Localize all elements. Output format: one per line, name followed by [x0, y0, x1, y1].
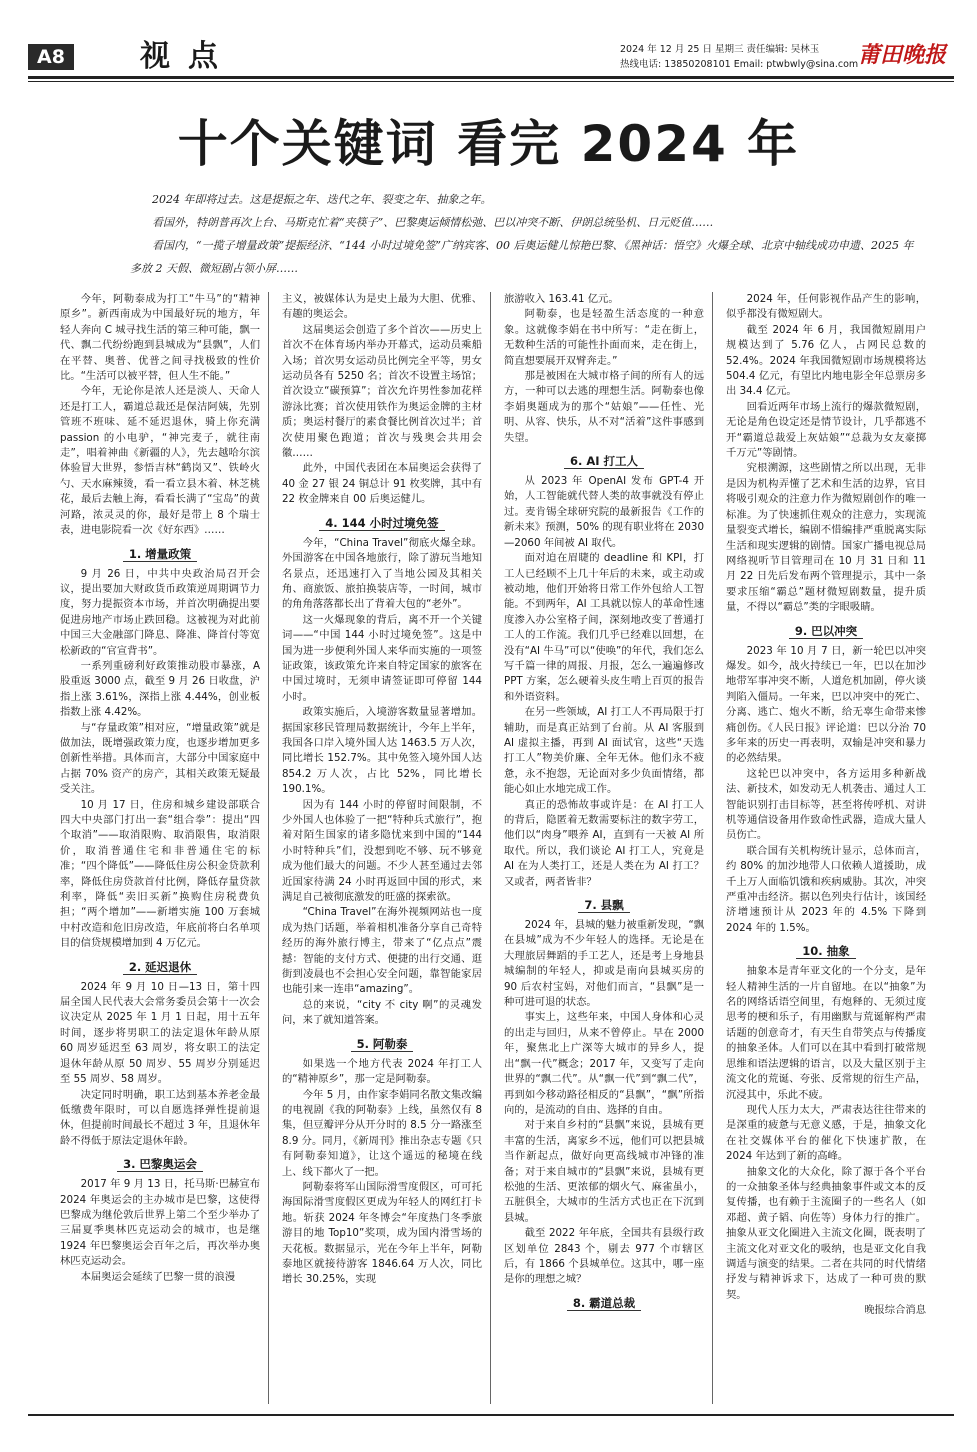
- subheading-text: 9. 巴以冲突: [789, 624, 863, 639]
- masthead-meta: [620, 42, 858, 72]
- article-column-1: [60, 292, 260, 1404]
- header-rule-thin: [28, 81, 954, 82]
- paragraph: 2024 年，任何影视作品产生的影响，似乎都没有微短剧大。: [726, 293, 926, 321]
- subheading-text: 3. 巴黎奥运会: [117, 1157, 203, 1172]
- paragraph: 如果选一个地方代表 2024 年打工人的“精神原乡”，那一定是阿勒泰。: [282, 1057, 482, 1086]
- paragraph: 面对迫在眉睫的 deadline 和 KPI，打工人已经顾不上几十年后的未来，或主动或被动地，他们开始将日常工作外包给人工智能。不到两年，AI 工具就以惊人的革命性速度渗入办公室格子间，深刻地改变了普通打工人的工作流。我们几乎已经难以回想，在没有“AI 牛马”可以“使唤”的年代，我们怎么写千篇一律的周报、月报，怎么一遍遍修改 PPT 方案，怎么硬着头皮生啃上百页的报告和外语资料。: [504, 552, 704, 703]
- paragraph: 抽象本是青年亚文化的一个分支，是年轻人精神生活的一片自留地。在以“抽象”为名的网络话语空间里，有炮释的、无须过度思考的梗和乐子，有用幽默与荒诞解构严肃话题的创意奇才，有天生自带笑点与传播度的抽象圣体。人们可以在其中看到打破常规思维和语法逻辑的语言，以及大量区别于主流文化的荒诞、夸张、反常规的衍生产品，沉浸其中，乐此不疲。: [726, 965, 926, 1101]
- paragraph: 旅游收入 163.41 亿元。: [504, 293, 619, 305]
- paragraph: 今年，无论你是浓人还是淡人、天命人还是打工人，霸道总裁还是保洁阿姨，先别管班不班味、延不延迟退休，骑上你充满 passion 的小电驴，“神完麦子，就往南走”，唱着神曲《新疆的人》，先去越哈尔滨体验冒大世界，参悟吉林“鹤岗又”、铁岭火勺、天水麻辣烫，看一看立县木着、林芝桃花，最后去触上海，看看长满了“宝岛”的黄河路，浓灵灵的你，最好是带上 8 个瑞士表，进电影院看一次《好东西》……: [60, 385, 260, 537]
- subheading-text: 10. 抽象: [796, 944, 855, 959]
- intro-paragraph: 看国外，特朗普再次上台、马斯克忙着“夹筷子”、巴黎奥运倾情松弛、巴以冲突不断、伊朗总统坠机、日元贬值……: [152, 216, 714, 229]
- subheading-text: 2. 延迟退休: [123, 960, 197, 975]
- paragraph: “China Travel”在海外视频网站也一度成为热门话题，举着相机准备分享自己奇特经历的海外旅行博主，带来了“亿点点”震撼：智能的支付方式、便捷的出行交通、逛街到凌晨也不会担心安全问题，靠智能家居也能引来一连串“amazing”。: [282, 906, 482, 996]
- subheading: [282, 515, 482, 531]
- paragraph: 真正的恐怖故事或许是：在 AI 打工人的背后，隐匿着无数需要标注的数字劳工，他们以“肉身”喂养 AI，直到有一天被 AI 所取代。所以，我们谈论 AI 打工人，究竟是 AI 在为人类打工，还是人类在为 AI 打工？又或者，两者皆非？: [504, 798, 704, 888]
- subheading-text: 4. 144 小时过境免签: [319, 516, 444, 531]
- paragraph: 本届奥运会延续了巴黎一贯的浪漫: [80, 1270, 236, 1283]
- paragraph: 2024 年，县城的魅力被重新发现，“飘在县城”成为不少年轻人的选择。无论是在大理旅居舞蹈的手工艺人，还是考上身地县城编制的年轻人，抑或是南向县城买房的 90 后农村宝妈，对他们而言，“县飘”是一种可进可退的状态。: [504, 919, 704, 1009]
- date-editor-line: 2024 年 12 月 25 日 星期三 责任编辑: 吴林玉: [620, 44, 820, 55]
- paragraph: 政策实施后，入境游客数量显著增加。据国家移民管理局数据统计，今年上半年，我国各口岸入境外国人达 1463.5 万人次，同比增长 152.7%。其中免签入境外国人达 854.2 万人次，占比 52%，同比增长 190.1%。: [282, 706, 482, 796]
- paragraph: 与“存量政策”相对应，“增量政策”就是做加法，既增强政策力度，也逐步增加更多创新性举措。具体而言，大部分中国家庭中占据 70% 资产的房产，其相关政策无疑最受关注。: [60, 721, 260, 796]
- article-column-2: [282, 292, 482, 1404]
- subheading-text: 7. 县飘: [578, 898, 629, 913]
- paragraph: 今年，“China Travel”彻底火爆全球。外国游客在中国各地旅行，除了游玩当地知名景点，还迅速打入了当地公园及其相关角、商旅饭、旅拍换装店等，一时间，城市的角角落落都长出了背着大包的“老外”。: [282, 536, 482, 611]
- paragraph: 这轮巴以冲突中，各方运用多种新战法、新技术，如发动无人机袭击、通过人工智能识别打击目标等，甚至将传呼机、对讲机等通信设备用作致命性武器，造成大量人员伤亡。: [726, 767, 926, 842]
- paragraph: 从 2023 年 OpenAI 发布 GPT-4 开始，人工智能就代替人类的故事就没有停止过。麦肯锡全球研究院的最新报告《工作的新未来》预测，50% 的现有职业将在 2030—2060 年间被 AI 取代。: [504, 475, 704, 549]
- subheading: [60, 959, 260, 975]
- subheading-text: 8. 霸道总裁: [567, 1296, 641, 1311]
- paragraph: 今年，阿勒泰成为打工“牛马”的“精神原乡”。新西南成为中国最好玩的地方，年轻人奔向 C 城寻找生活的第三种可能，飘一代、飘二代纷纷跑到县城成为“县飘”，人们在平替、奥普、优普之间寻找极致的性价比。“生活可以被平替，但人生不能。”: [60, 293, 260, 383]
- paragraph: 事实上，这些年来，中国人身体和心灵的出走与回归，从来不曾停止。早在 2000 年，聚焦北上广深等大城市的异乡人，提出“飘一代”概念；2017 年，又变写了走向世界的“飘二代”。从“飘一代”到“飘二代”，再到如今移动路径相反的“县飘”，“飘”所指向的，是流动的自由、选择的自由。: [504, 1011, 704, 1116]
- paragraph: 阿勒泰将军山国际滑雪度假区，可可托海国际滑雪度假区更成为年轻人的网红打卡地。斩获 2024 年冬博会“年度热门冬季旅游目的地 Top10”奖项，成为国内滑雪场的天花板。数据显示，光在今年上半年，阿勒泰地区就接待游客 1846.64 万人次，同比增长 30.25%，实现: [282, 1180, 482, 1286]
- intro-paragraph: 看国内，“一揽子增量政策”提振经济、“144 小时过境免签”广纳宾客、00 后奥运健儿惊艳巴黎、《黑神话：悟空》火爆全球、北京中轴线成功申遗、2025 年多放 2 天假、微短剧占领小屏……: [130, 239, 914, 275]
- contact-line: 热线电话: 13850208101 Email: ptwbwly@sina.com: [620, 59, 859, 70]
- paragraph: 这届奥运会创造了多个首次——历史上首次不在体育场内举办开幕式，运动员乘船入场；首次男女运动员比例完全平等，男女运动员各有 5250 名；首次不设置主场馆；首次设立“碳预算”；首次允许男性参加花样游泳比赛；首次使用铁作为奥运金牌的主材质；奥运村餐厅的素食餐比例首次过半；首次使用聚色跑道；首次与残奥会共用会徽……: [282, 323, 482, 460]
- section-name: 视点: [140, 39, 236, 74]
- paragraph: 抽象文化的大众化，除了源于各个平台的一众抽象圣体与经典抽象事件或文本的反复传播，也有赖于主流圈子的一些名人（如邓超、黄子韬、向佐等）身体力行的推广。抽象从亚文化圈进入主流文化圈，既表明了主流文化对亚文化的吸纳，也是亚文化自我调适与演变的结果。二者在共同的时代情绪抒发与精神诉求下，达成了一种可贵的默契。: [726, 1165, 926, 1301]
- paragraph: 那是被困在大城市格子间的所有人的远方，一种可以去逃的理想生活。阿勒泰也像李娟奥题成为的那个“姑娘”——任性、光明、从容、快乐，从不对“活着”这件事感到失望。: [504, 370, 704, 444]
- subheading-text: 5. 阿勒泰: [351, 1037, 414, 1052]
- paragraph: 一系列重磅利好政策推动股市暴涨，A 股重返 3000 点，截至 9 月 26 日收盘，沪指上涨 3.61%，深指上涨 4.44%，创业板指数上涨 4.42%。: [60, 659, 260, 719]
- subheading: [504, 897, 704, 913]
- paragraph: 决定同时明确，职工达到基本养老金最低缴费年限时，可以自愿选择弹性提前退休，但提前时间最长不超过 3 年，且退休年龄不得低于原法定退休年龄。: [60, 1088, 260, 1147]
- paragraph: 9 月 26 日，中共中央政治局召开会议，提出要加大财政货币政策逆周期调节力度，努力提振资本市场，并首次明确提出要促进房地产市场止跌回稳。这被视为对此前中国三大金融部门降息、降准、降首付等宽松新政的“官宣背书”。: [60, 567, 260, 657]
- paragraph: 今年 5 月，由作家李娟同名散文集改编的电视剧《我的阿勒泰》上线，虽然仅有 8 集，但豆瓣评分从开分时的 8.5 分一路涨至 8.9 分。同月，《新周刊》推出杂志专题《只有阿勒泰知道》，让这个遥远的秘境在线上、线下都火了一把。: [282, 1088, 482, 1178]
- masthead: [28, 40, 954, 74]
- paragraph: 现代人压力太大，严肃表达往往带来的是深重的疲惫与无意义感，于是，抽象文化在社交媒体平台的催化下快速扩散，在 2024 年达到了新的高峰。: [726, 1103, 926, 1163]
- paragraph: 阿勒泰，也是轻盈生活态度的一种意象。这就像李娟在书中所写：“走在街上，无数种生活的可能性扑面而来，走在街上，简直想要展开双臂奔走。”: [504, 308, 704, 367]
- paragraph: 在另一些领域，AI 打工人不再局限于打辅助，而是真正站到了台前。从 AI 客服到 AI 虚拟主播，再到 AI 面试官，这些“天选打工人”物美价廉、全年无休。他们永不疲惫，永不抱怨，无论面对多少负面情绪，都能心如止水地完成工作。: [504, 706, 704, 796]
- paragraph: 截至 2024 年 6 月，我国微短剧用户规模达到了 5.76 亿人，占网民总数的 52.4%。2024 年我国微短剧市场规模将达 504.4 亿元，有望比内地电影全年总票房多出 34.4 亿元。: [726, 323, 926, 398]
- paragraph: 2017 年 9 月 13 日，托马斯·巴赫宣布 2024 年奥运会的主办城市是巴黎，这使得巴黎成为继伦敦后世界上第二个至少举办了三届夏季奥林匹克运动会的城市，也是继 1924 年巴黎奥运会百年之后，再次举办奥林匹克运动会。: [60, 1178, 260, 1268]
- page-number: A8: [28, 44, 74, 70]
- article-column-4: [726, 292, 926, 1404]
- subheading: [60, 546, 260, 562]
- footer-rule: [28, 1414, 954, 1416]
- page-headline: 十个关键词 看完 2024 年: [177, 115, 800, 173]
- paragraph: 主义，被媒体认为是史上最为大胆、优雅、有趣的奥运会。: [282, 293, 482, 321]
- newspaper-logo: 莆田晚报: [858, 42, 947, 68]
- subheading-text: 1. 增量政策: [123, 547, 197, 562]
- subheading: [504, 453, 704, 469]
- subheading-text: 6. AI 打工人: [564, 454, 644, 469]
- article-column-3: [504, 292, 704, 1404]
- subheading: [282, 1036, 482, 1052]
- paragraph: 对于来自乡村的“县飘”来说，县城有更丰富的生活，离家乡不远，他们可以把县城当作新起点，做好向更高线城市冲锋的准备；对于来自城市的“县飘”来说，县城有更松弛的生活、更浓郁的烟火气、麻雀虽小，五脏俱全，大城市的生活方式也正在下沉到县城。: [504, 1119, 704, 1224]
- byline: 晚报综合消息: [864, 1304, 926, 1317]
- paragraph: 这一火爆现象的背后，离不开一个关键词——“中国 144 小时过境免签”。这是中国为进一步便利外国人来华而实施的一项签证政策，该政策允许来自特定国家的旅客在中国过境时，无须申请签证即可停留 144 小时。: [282, 613, 482, 703]
- paragraph: 总的来说，“city 不 city 啊”的灵魂发问，来了就知道答案。: [282, 998, 482, 1027]
- subheading: [60, 1156, 260, 1172]
- paragraph: 回看近两年市场上流行的爆款微短剧，无论是角色设定还是情节设计，几乎都逃不开“霸道总裁爱上灰姑娘”“总裁为女友豪掷千万元”等剧情。: [726, 400, 926, 460]
- paragraph: 因为有 144 小时的停留时间限制，不少外国人也体验了一把“特种兵式旅行”，抱着对陌生国家的诸多隐忧来到中国的“144 小时特种兵”们，没想到吃不够、玩不够竟成为他们最大的问题。不少人甚至通过去邻近国家待满 24 小时再返回中国的形式，来满足自己被彻底激发的旺盛的探索欲。: [282, 798, 482, 904]
- article-body: [60, 292, 936, 1404]
- paragraph: 10 月 17 日，住房和城乡建设部联合四大中央部门打出一套“组合拳”：提出“四个取消”——取消限购、取消限售，取消限价，取消普通住宅和非普通住宅的标准；“四个降低”——降低住房公积金贷款利率，降低住房贷款首付比例，降低存量贷款利率，降低“卖旧买新”换购住房税费负担；“两个增加”——新增实施 100 万套城中村改造和危旧房改造，年底前将白名单项目的信贷规模增加到 4 万亿元。: [60, 798, 260, 950]
- header-rule-thick: [28, 76, 954, 79]
- intro-block: [130, 188, 920, 280]
- intro-paragraph: 2024 年即将过去。这是提振之年、迭代之年、裂变之年、抽象之年。: [152, 193, 492, 206]
- paragraph: 此外，中国代表团在本届奥运会获得了 40 金 27 银 24 铜总计 91 枚奖牌，其中有 22 枚金牌来自 00 后奥运健儿。: [282, 462, 482, 506]
- paragraph: 联合国有关机构统计显示，总体而言，约 80% 的加沙地带人口依赖人道援助，成千上万人面临饥饿和疾病威胁。其次，冲突严重冲击经济。据以色列央行估计，该国经济增速预计从 2023 年的 4.5% 下降到 2024 年的 1.5%。: [726, 844, 926, 934]
- paragraph: 究根溯源，这些剧情之所以出现，无非是因为机构弄懂了艺术和生活的边界，官目将吸引观众的注意力作为微短剧创作的唯一标准。为了快速抓住观众的注意力，实现流量裂变式增长，编剧不惜编排严重脱离实际生活和现实逻辑的剧情。国家广播电视总局网络视听节目管理司在 10 月 31 日和 11 月 22 日先后发布两个管理提示，其中一条要求压缩“霸总”题材微短剧数量，提升质量，不得以“霸总”类的字眼吸睛。: [726, 462, 926, 614]
- paragraph: 2023 年 10 月 7 日，新一轮巴以冲突爆发。如今，战火持续已一年，巴以在加沙地带军事冲突不断，人道危机加剧，停火谈判陷入僵局。一年来，巴以冲突中的死亡、分离、逃亡、炮火不断，给无辜生命带来惨痛创伤。《人民日报》评论道：巴以分治 70 多年来的历史一再表明，双输是冲突和暴力的必然结果。: [726, 644, 926, 765]
- paragraph: 2024 年 9 月 10 日—13 日，第十四届全国人民代表大会常务委员会第十一次会议决定从 2025 年 1 月 1 日起，用十五年时间，逐步将男职工的法定退休年龄从原 60 周岁延迟至 63 周岁，将女职工的法定退休年龄从原 50 周岁、55 周岁分别延迟至 55 周岁、58 周岁。: [60, 980, 260, 1086]
- subheading: [726, 943, 926, 959]
- paragraph: 截至 2022 年年底，全国共有县级行政区划单位 2843 个，剔去 977 个市辖区后，有 1866 个县城单位。这其中，哪一座是你的理想之城？: [504, 1227, 704, 1286]
- subheading: [726, 623, 926, 639]
- subheading: [504, 1295, 704, 1311]
